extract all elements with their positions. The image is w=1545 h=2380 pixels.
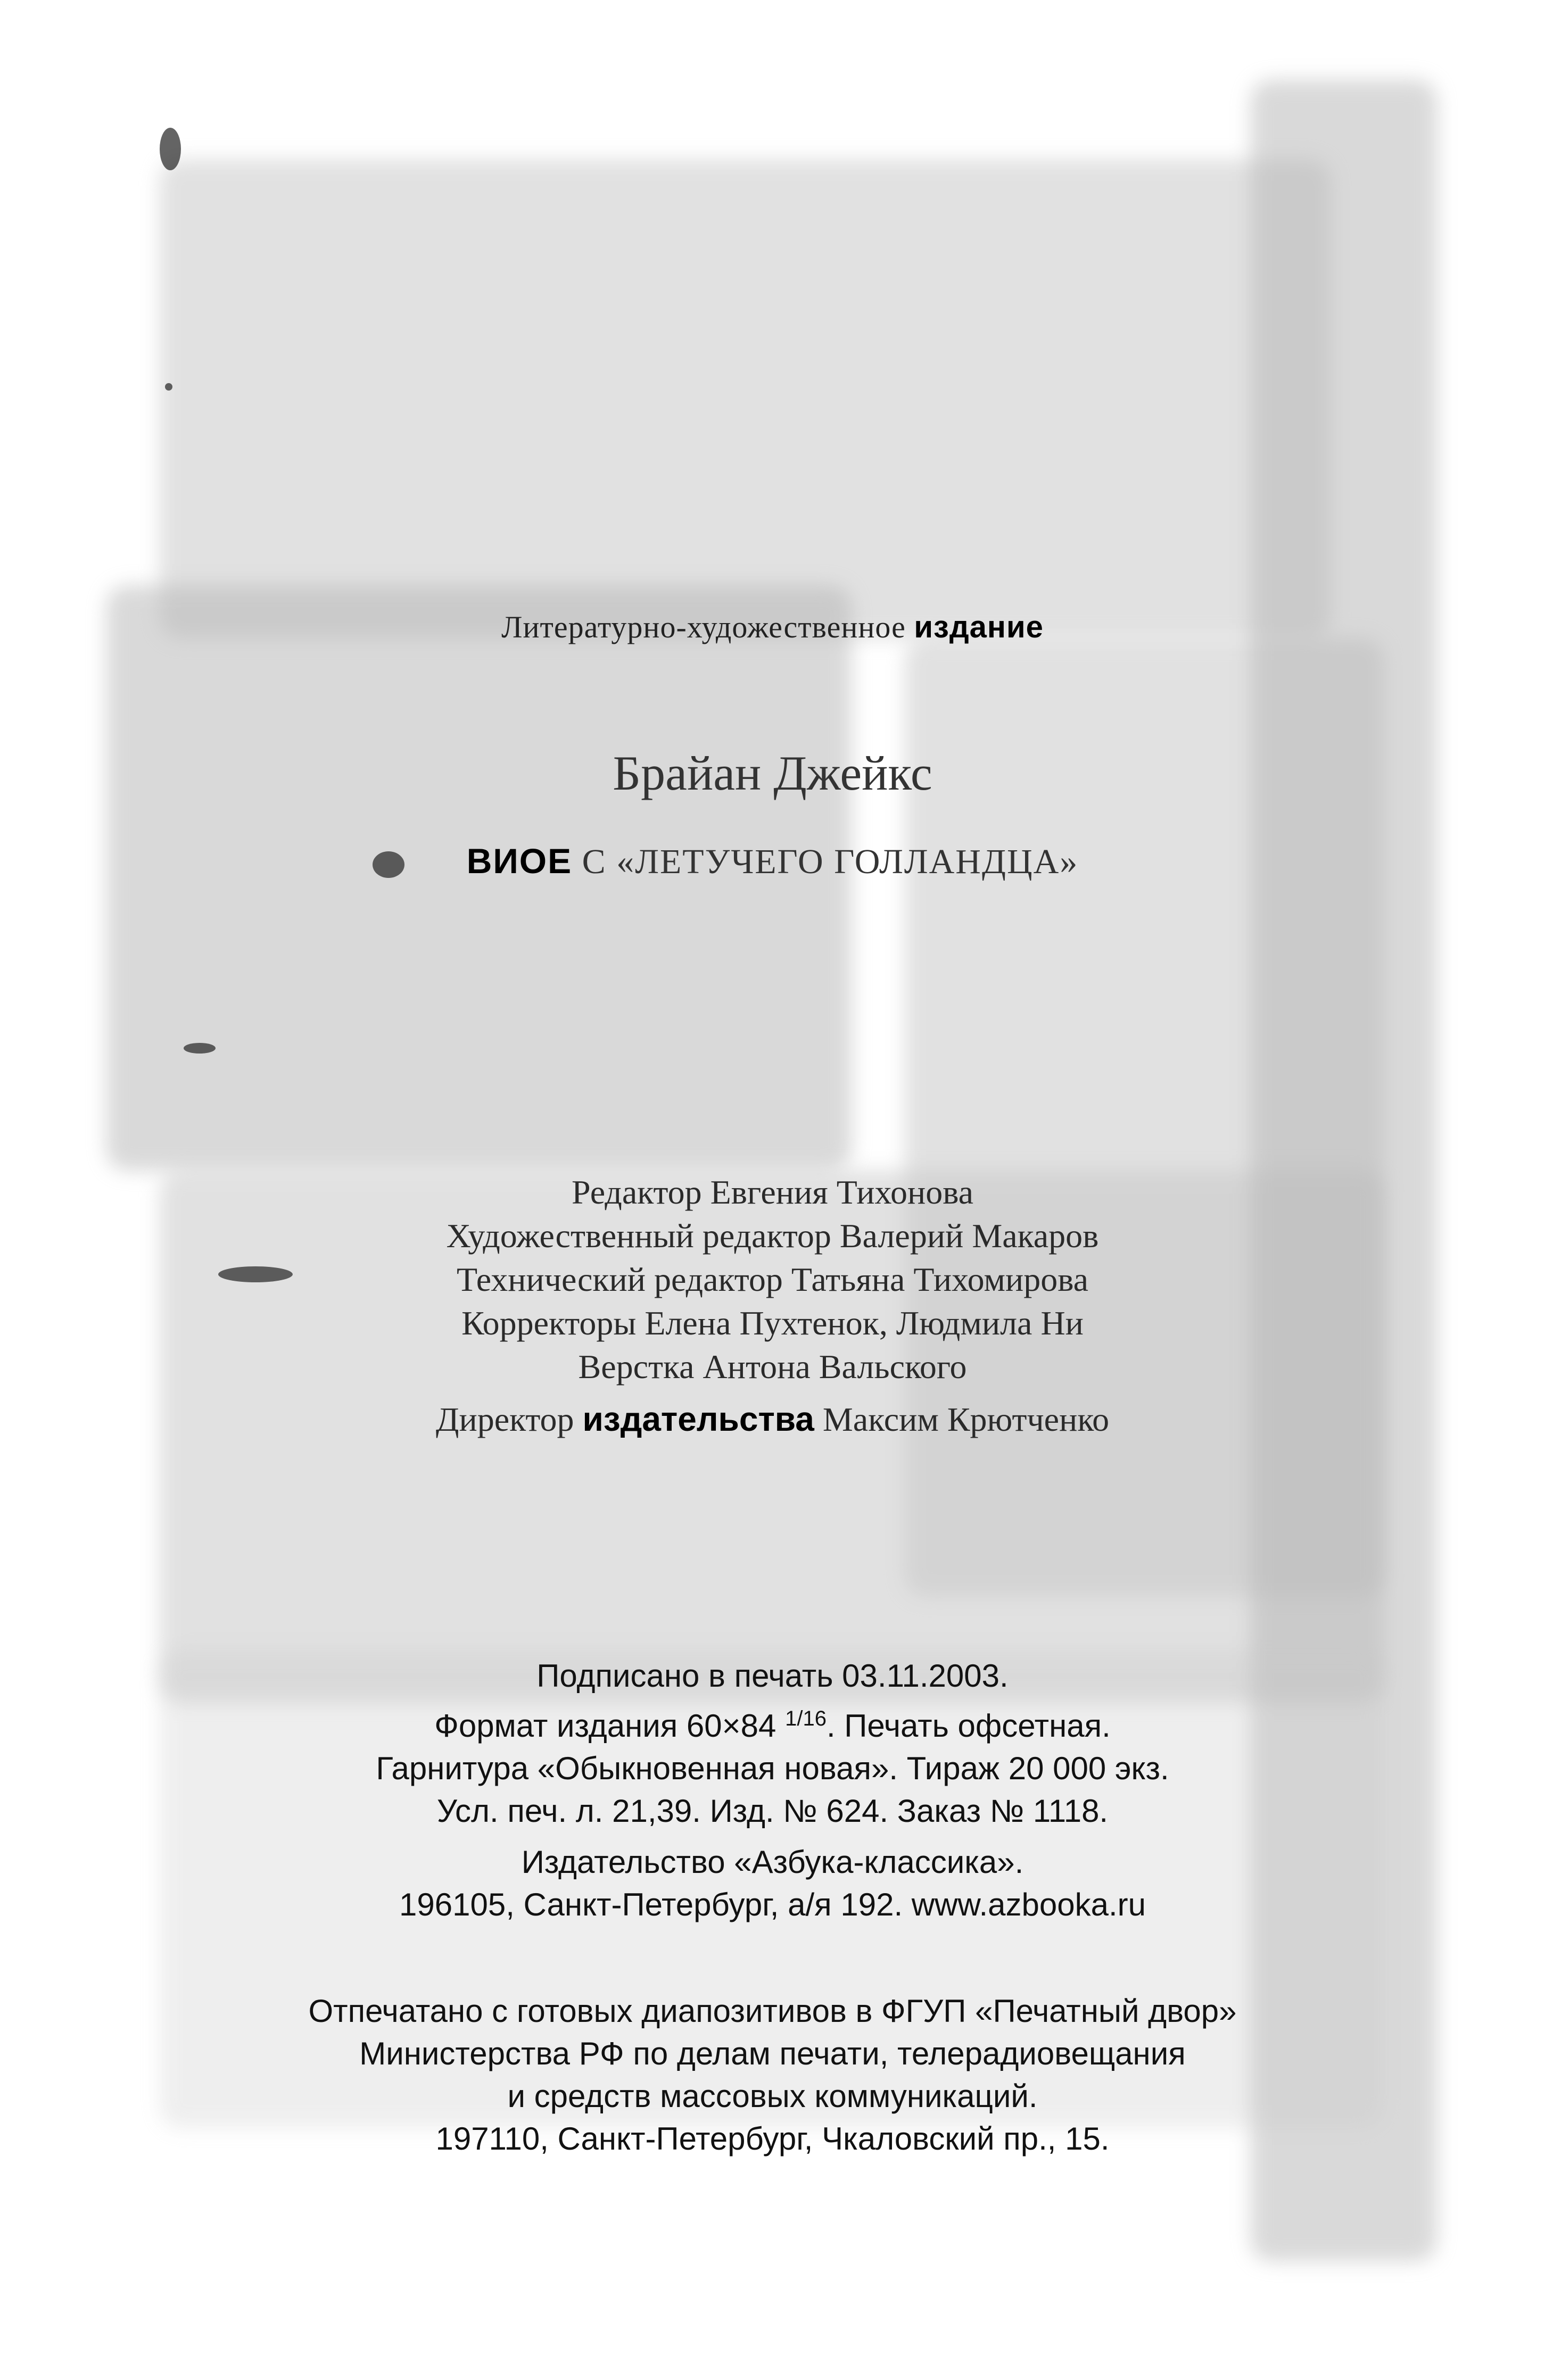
format-line (0, 1697, 1545, 1747)
signed-date: Подписано в печать 03.11.2003. (536, 1658, 1009, 1694)
director-name: Максим Крютченко (822, 1400, 1110, 1438)
director-prefix: Директор (435, 1400, 574, 1438)
typeface-line: Гарнитура «Обыкновенная новая». Тираж 20 000 экз. (376, 1751, 1169, 1786)
edition-type (0, 609, 1545, 645)
title-rest: С «ЛЕТУЧЕГО ГОЛЛАНДЦА» (582, 842, 1079, 881)
credit-line: Художественный редактор Валерий Макаров (446, 1217, 1099, 1255)
printer-line: и средств массовых коммуникаций. (507, 2078, 1038, 2114)
printer-block (0, 1990, 1545, 2160)
publisher-name: Издательство «Азбука-классика». (521, 1844, 1024, 1880)
sheets-line: Усл. печ. л. 21,39. Изд. № 624. Заказ № 1118. (436, 1793, 1109, 1829)
credit-line: Корректоры Елена Пухтенок, Людмила Ни (461, 1304, 1084, 1342)
credit-line: Технический редактор Татьяна Тихомирова (457, 1261, 1088, 1298)
director-bold: издательства (582, 1400, 814, 1438)
credit-line: Верстка Антона Вальского (578, 1348, 967, 1386)
format-prefix: Формат издания 60×84 (434, 1708, 776, 1744)
printer-address: 197110, Санкт-Петербург, Чкаловский пр., 15. (435, 2121, 1110, 2157)
publisher-block (0, 1841, 1545, 1926)
bleed-through-shading (160, 160, 1331, 638)
title-fragment: ВИОЕ (466, 841, 573, 881)
imprint-block (0, 1655, 1545, 1832)
format-fraction: 1/16 (785, 1707, 827, 1730)
format-suffix: . Печать офсетная. (826, 1708, 1111, 1744)
printer-line: Министерства РФ по делам печати, телерадиовещания (359, 2036, 1186, 2071)
author-name: Брайан Джейкс (613, 746, 932, 800)
edition-suffix: издание (914, 610, 1044, 644)
ink-speck (184, 1043, 216, 1054)
ink-speck (165, 383, 172, 391)
printer-line: Отпечатано с готовых диапозитивов в ФГУП «Печатный двор» (308, 1993, 1237, 2029)
book-title (0, 841, 1545, 882)
credit-line: Редактор Евгения Тихонова (571, 1173, 974, 1211)
publisher-address: 196105, Санкт-Петербург, а/я 192. www.azbooka.ru (399, 1887, 1146, 1922)
edition-prefix: Литературно-художественное (501, 610, 906, 644)
ink-speck (160, 128, 181, 170)
credits-block (0, 1171, 1545, 1389)
director-line (0, 1399, 1545, 1439)
